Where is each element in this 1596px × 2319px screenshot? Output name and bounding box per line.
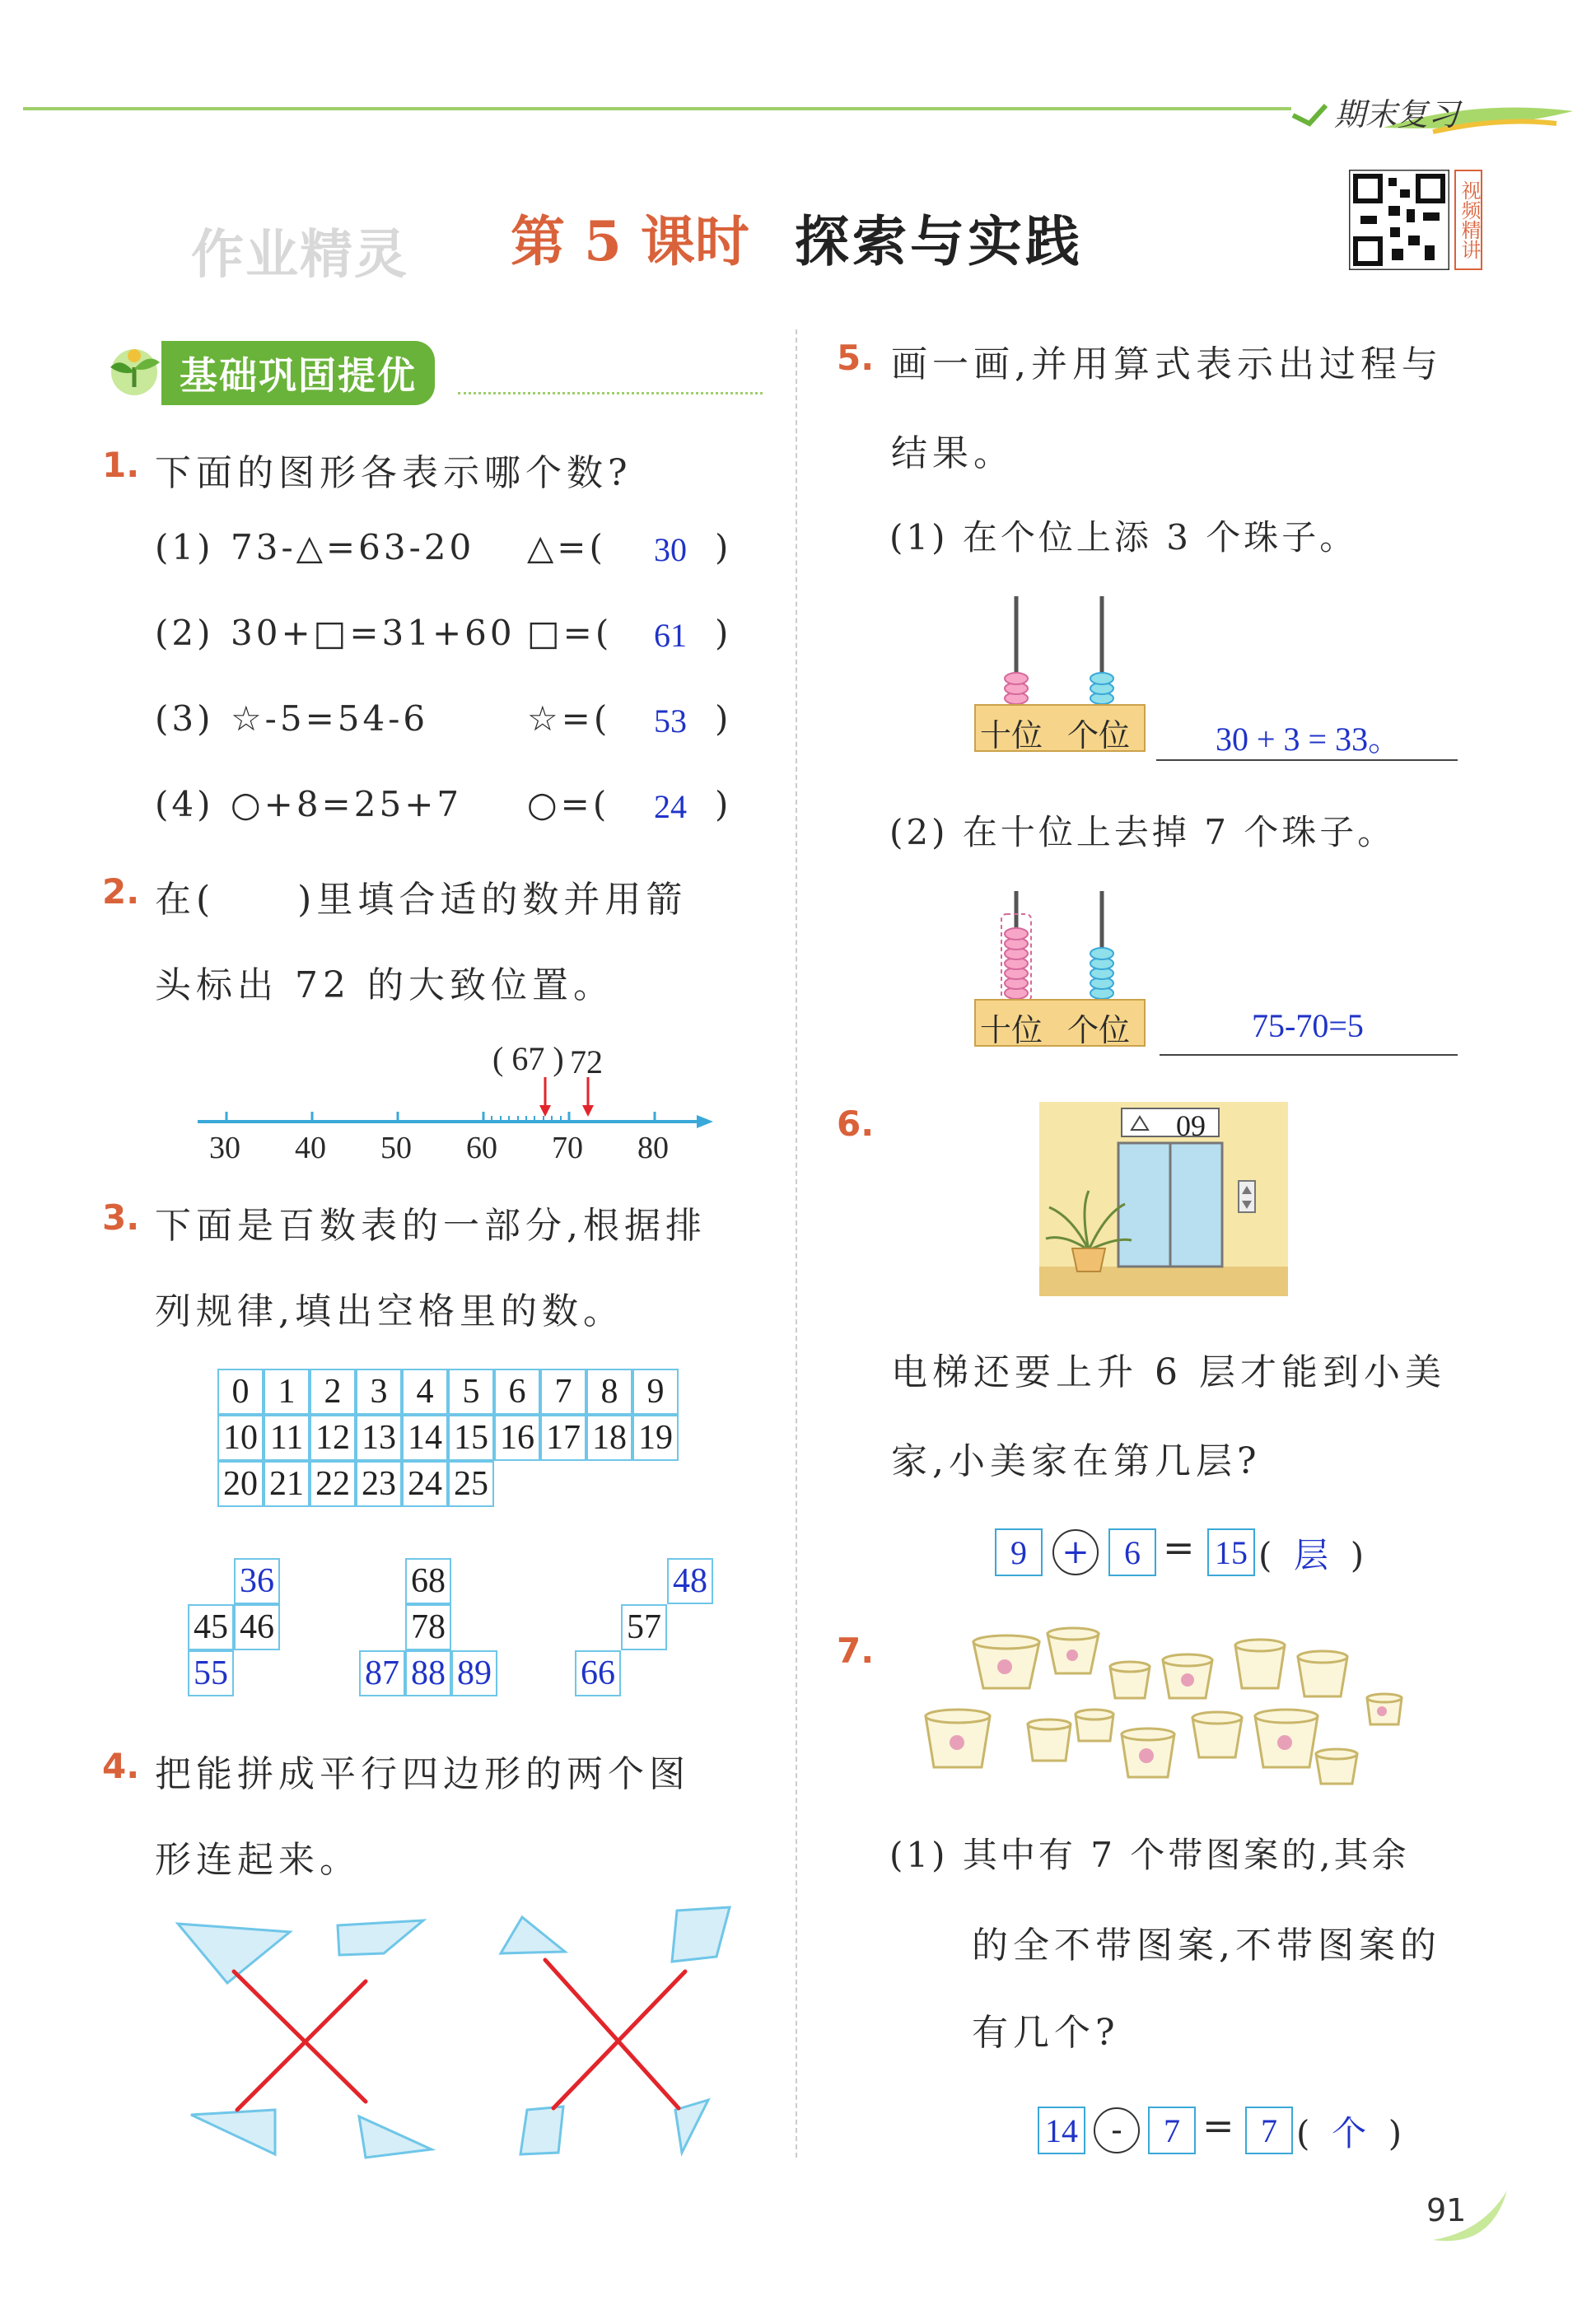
puzzle-cell: 48 bbox=[667, 1558, 713, 1604]
q1-answer: 24 bbox=[654, 788, 687, 825]
q1-text: 下面的图形各表示哪个数? bbox=[155, 452, 632, 494]
page-title: 探索与实践 bbox=[795, 209, 1083, 273]
q7-operand-a: 14 bbox=[1038, 2107, 1085, 2154]
chart-cell: 15 bbox=[448, 1415, 494, 1461]
chart-cell: 3 bbox=[356, 1369, 402, 1415]
q5-line1: 画一画,并用算式表示出过程与 bbox=[891, 343, 1443, 385]
puzzle-cell: 46 bbox=[234, 1604, 280, 1650]
puzzle-cell: 55 bbox=[188, 1650, 234, 1696]
q7-number: 7. bbox=[837, 1631, 875, 1671]
q5-sub2: (2) 在十位上去掉 7 个珠子。 bbox=[889, 812, 1396, 852]
q7-unit: ( 个 ) bbox=[1296, 2113, 1402, 2153]
q6-operator: + bbox=[1052, 1529, 1099, 1575]
tick-label: 30 bbox=[209, 1131, 240, 1165]
hundred-chart bbox=[217, 1369, 687, 1510]
chart-cell: 14 bbox=[402, 1415, 448, 1461]
puzzle-cell: 89 bbox=[451, 1650, 497, 1696]
chart-cell: 10 bbox=[217, 1415, 264, 1461]
column-divider bbox=[796, 329, 797, 2158]
chart-cell: 17 bbox=[540, 1415, 586, 1461]
q7-unit-text: 个 bbox=[1332, 2113, 1367, 2153]
chart-cell: 7 bbox=[540, 1369, 586, 1415]
puzzle-cell: 87 bbox=[359, 1650, 405, 1696]
q7-operator: - bbox=[1094, 2107, 1140, 2153]
puzzle-cell: 66 bbox=[575, 1650, 621, 1696]
cups-illustration bbox=[916, 1622, 1410, 1795]
band-title: 基础巩固提优 bbox=[161, 341, 435, 405]
puzzle-cell: 88 bbox=[405, 1650, 451, 1696]
q7-result: 7 bbox=[1245, 2107, 1293, 2154]
q2-mark-label: 72 bbox=[570, 1043, 603, 1080]
q1-symbol: ☆=( bbox=[527, 698, 611, 739]
qr-code-icon[interactable] bbox=[1349, 170, 1449, 270]
q2-answer: ( 67 ) bbox=[492, 1040, 564, 1077]
q4-number: 4. bbox=[102, 1746, 140, 1786]
chart-cell: 21 bbox=[264, 1461, 310, 1507]
q1-expr: 30+□=31+60 bbox=[231, 613, 516, 653]
tick-labels bbox=[189, 1130, 716, 1171]
band-rule bbox=[458, 392, 763, 394]
q4-line1: 把能拼成平行四边形的两个图 bbox=[155, 1753, 690, 1795]
chart-cell: 12 bbox=[310, 1415, 356, 1461]
chart-cell: 16 bbox=[494, 1415, 540, 1461]
puzzle-cell: 36 bbox=[234, 1558, 280, 1604]
puzzle-cell: 45 bbox=[188, 1604, 234, 1650]
q1-expr: 73-△=63-20 bbox=[231, 527, 475, 567]
q1-close: ) bbox=[715, 784, 732, 824]
q1-number: 1. bbox=[102, 445, 140, 485]
elevator-display: 09 bbox=[1176, 1109, 1206, 1142]
header-rule bbox=[23, 107, 1291, 110]
chart-cell: 23 bbox=[356, 1461, 402, 1507]
tick-label: 70 bbox=[552, 1131, 583, 1165]
q3-number: 3. bbox=[102, 1197, 140, 1238]
puzzle-cell: 57 bbox=[621, 1604, 667, 1650]
q7-line1: (1) 其中有 7 个带图案的,其余 bbox=[889, 1835, 1410, 1875]
watermark: 作业精灵 bbox=[191, 225, 408, 286]
chart-cell: 24 bbox=[402, 1461, 448, 1507]
q1-answer: 30 bbox=[654, 531, 687, 568]
q5-answer-1-line bbox=[1156, 759, 1458, 761]
q3-line1: 下面是百数表的一部分,根据排 bbox=[155, 1205, 707, 1247]
chart-cell: 19 bbox=[632, 1415, 679, 1461]
q6-unit: ( 层 ) bbox=[1258, 1535, 1365, 1575]
puzzle-cell: 78 bbox=[405, 1604, 451, 1650]
q1-item-3 bbox=[155, 698, 732, 740]
q1-close: ) bbox=[715, 698, 732, 739]
q1-item-4 bbox=[155, 784, 732, 825]
q7-equals: = bbox=[1202, 2103, 1234, 2148]
q6-result: 15 bbox=[1207, 1528, 1255, 1576]
q1-label: (2) bbox=[155, 613, 214, 653]
q6-unit-text: 层 bbox=[1294, 1535, 1329, 1575]
q1-symbol: △=( bbox=[527, 527, 606, 567]
q2-line1: 在( )里填合适的数并用箭 bbox=[155, 879, 688, 921]
q1-symbol: ○=( bbox=[527, 784, 610, 824]
q5-line2: 结果。 bbox=[891, 432, 1015, 474]
q3-line2: 列规律,填出空格里的数。 bbox=[155, 1290, 624, 1332]
q1-label: (1) bbox=[155, 527, 214, 567]
chart-cell: 13 bbox=[356, 1415, 402, 1461]
chart-cell: 5 bbox=[448, 1369, 494, 1415]
q1-close: ) bbox=[715, 613, 732, 653]
abacus-2-tens-label: 十位 bbox=[980, 1012, 1043, 1048]
q5-answer-2: 75-70=5 bbox=[1252, 1007, 1364, 1044]
q1-expr: ○+8=25+7 bbox=[231, 784, 463, 824]
q7-line2: 的全不带图案,不带图案的 bbox=[972, 1925, 1441, 1967]
q6-line2: 家,小美家在第几层? bbox=[891, 1440, 1262, 1482]
qr-label: 视频精讲 bbox=[1454, 170, 1482, 270]
q1-item-1 bbox=[155, 527, 732, 568]
chart-cell: 6 bbox=[494, 1369, 540, 1415]
q1-label: (3) bbox=[155, 698, 214, 739]
q1-answer: 53 bbox=[654, 702, 687, 740]
abacus-1-tens-label: 十位 bbox=[980, 717, 1043, 754]
puzzle-cell: 68 bbox=[405, 1558, 451, 1604]
q5-answer-2-line bbox=[1160, 1054, 1458, 1056]
q1-close: ) bbox=[715, 527, 732, 567]
q6-operand-a: 9 bbox=[995, 1528, 1043, 1576]
chart-cell: 11 bbox=[264, 1415, 310, 1461]
sprout-icon bbox=[97, 339, 171, 397]
abacus-1-ones-label: 个位 bbox=[1067, 717, 1131, 754]
q2-number: 2. bbox=[102, 871, 140, 912]
q6-line1: 电梯还要上升 6 层才能到小美 bbox=[891, 1351, 1446, 1393]
q6-equals: = bbox=[1163, 1525, 1195, 1570]
q7-line3: 有几个? bbox=[972, 2012, 1120, 2054]
q5-answer-1: 30 + 3 = 33。 bbox=[1216, 721, 1402, 758]
q4-line2: 形连起来。 bbox=[155, 1839, 361, 1881]
chart-cell: 1 bbox=[264, 1369, 310, 1415]
chart-cell: 2 bbox=[310, 1369, 356, 1415]
q2-line2: 头标出 72 的大致位置。 bbox=[155, 964, 614, 1006]
tick-label: 50 bbox=[380, 1131, 412, 1165]
q1-label: (4) bbox=[155, 784, 214, 824]
abacus-2-ones-label: 个位 bbox=[1067, 1012, 1131, 1048]
chart-cell: 20 bbox=[217, 1461, 264, 1507]
tick-label: 80 bbox=[637, 1131, 669, 1165]
q7-operand-b: 7 bbox=[1148, 2107, 1196, 2154]
tick-label: 60 bbox=[466, 1131, 497, 1165]
chart-cell: 22 bbox=[310, 1461, 356, 1507]
chart-cell: 25 bbox=[448, 1461, 494, 1507]
chart-cell: 4 bbox=[402, 1369, 448, 1415]
q1-answer: 61 bbox=[654, 617, 687, 654]
chart-cell: 0 bbox=[217, 1369, 264, 1415]
q1-symbol: □=( bbox=[527, 613, 613, 653]
page-number: 91 bbox=[1426, 2192, 1467, 2228]
shapes-matching bbox=[165, 1902, 758, 2174]
q1-item-2 bbox=[155, 613, 732, 654]
lesson-number: 第 5 课时 bbox=[511, 209, 749, 273]
q5-number: 5. bbox=[837, 338, 875, 378]
elevator-illustration bbox=[1039, 1102, 1288, 1296]
chart-cell: 8 bbox=[586, 1369, 632, 1415]
q6-operand-b: 6 bbox=[1108, 1528, 1156, 1576]
chart-cell: 18 bbox=[586, 1415, 632, 1461]
chart-cell: 9 bbox=[632, 1369, 679, 1415]
q1-expr: ☆-5=54-6 bbox=[231, 698, 429, 739]
q5-sub1: (1) 在个位上添 3 个珠子。 bbox=[889, 517, 1358, 558]
tick-label: 40 bbox=[295, 1131, 326, 1165]
q6-number: 6. bbox=[837, 1104, 875, 1144]
section-label: 期末复习 bbox=[1334, 96, 1460, 133]
